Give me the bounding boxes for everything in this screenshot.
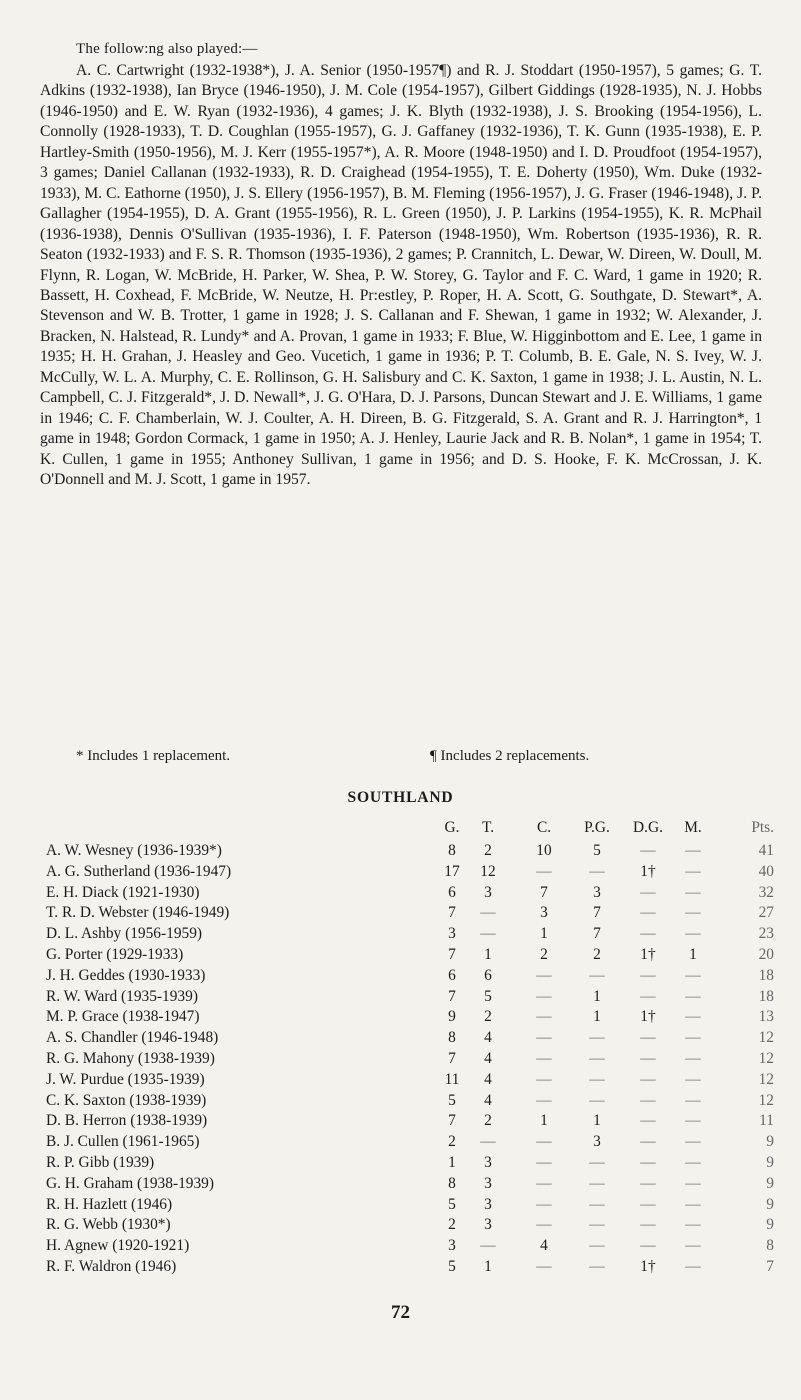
drop-goals-cell: 1† [640,946,656,963]
table-row [0,1154,801,1174]
header-drop-goals: D.G. [633,819,663,836]
intro-line: The follow:ng also played:— [76,41,258,57]
conversions-cell: — [536,1133,552,1151]
tries-cell: 2 [484,1008,492,1026]
drop-goals-cell: — [640,1091,656,1109]
penalty-goals-cell: — [589,862,605,880]
tries-cell: 4 [484,1029,492,1047]
player-name: J. W. Purdue (1935-1939) [46,1070,205,1088]
goals-cell: 7 [448,946,456,963]
conversions-cell: — [536,1258,552,1275]
goals-cell: 5 [448,1258,456,1275]
tries-cell: 2 [484,842,492,859]
table-row [0,1112,801,1132]
player-name: R. G. Mahony (1938-1939) [46,1050,215,1067]
player-name: E. H. Diack (1921-1930) [46,883,200,901]
drop-goals-cell: — [640,1050,656,1067]
footnote-two-replacements: ¶ Includes 2 replacements. [430,748,590,764]
drop-goals-cell: — [640,883,656,901]
marks-cell: — [685,1174,701,1192]
penalty-goals-cell: 1 [593,1112,601,1130]
points-cell: 23 [758,925,774,943]
player-name: A. S. Chandler (1946-1948) [46,1029,219,1047]
table-row [0,1133,801,1153]
also-played-paragraph: A. C. Cartwright (1932-1938*), J. A. Senior (1950-1957¶) and R. J. Stoddart (1950-1957), 5 games; G. T. Adkins (1932-1938), Ian Bryce (1946-1950), J. M. Cole (1954-1957), Gilbert Giddings (1928-1935), N. J. Hobbs (1946-1950) and E. W. Ryan (1932-1936), 4 games; J. K. Blyth (1932-1938), J. S. Brooking (1954-1956), L. Connolly (1928-1933), T. D. Coughlan (1955-1957), G. J. Gaffaney (1932-1936), T. K. Gunn (1935-1938), E. P. Hartley-Smith (1950-1956), M. J. Kerr (1955-1957*), A. R. Moore (1948-1950) and I. D. Proudfoot (1954-1957), 3 games; Daniel Callanan (1932-1933), R. D. Craighead (1954-1955), T. E. Doherty (1950), Wm. Duke (1932-1933), M. C. Eathorne (1950), J. S. Ellery (1956-1957), B. M. Fleming (1956-1957), J. G. Fraser (1946-1948), J. P. Gallagher (1954-1955), D. A. Grant (1955-1956), R. L. Green (1950), J. P. Larkins (1954-1955), K. R. McPhail (1936-1938), Dennis O'Sullivan (1935-1936), I. F. Paterson (1948-1950), Wm. Robertson (1935-1936), R. R. Seaton (1932-1933) and F. S. R. Thomson (1935-1936), 2 games; P. Crannitch, L. Dewar, W. Direen, W. Doull, M. Flynn, R. Logan, W. McBride, H. Parker, W. Shea, P. W. Storey, G. Taylor and F. C. Ward, 1 game in 1920; R. Bassett, H. Coxhead, F. McBride, W. Neutze, H. Pr:estley, P. Roper, H. A. Scott, G. Southgate, D. Stewart*, A. Stevenson and W. B. Trotter, 1 game in 1928; J. S. Callanan and F. Shewan, 1 game in 1932; W. Alexander, J. Bracken, N. Halstead, R. Lundy* and A. Provan, 1 game in 1933; F. Blue, W. Higginbottom and E. Lee, 1 game in 1935; H. H. Grahan, J. Heasley and Geo. Vucetich, 1 game in 1936; P. T. Columb, B. E. Gale, N. S. Ivey, W. J. McCully, W. L. A. Murphy, C. E. Rollinson, G. H. Salisbury and C. K. Saxton, 1 game in 1938; J. L. Austin, N. L. Campbell, C. J. Fitzgerald*, J. D. Newall*, J. G. O'Hara, D. J. Parsons, Duncan Stewart and J. E. Williams, 1 game in 1946; C. F. Chamberlain, W. J. Coulter, A. H. Direen, B. G. Fitzgerald, S. A. Grant and R. J. Harrington*, 1 game in 1948; Gordon Cormack, 1 game in 1950; A. J. Henley, Laurie Jack and R. B. Nolan*, 1 game in 1954; T. K. Cullen, 1 game in 1955; Anthoney Sullivan, 1 game in 1956; and D. S. Hooke, F. K. McCrossan, J. K. O'Donnell and M. J. Scott, 1 game in 1957. [40,62,762,489]
header-goals: G. [444,819,460,836]
marks-cell: — [685,1029,701,1047]
goals-cell: 3 [448,925,456,943]
conversions-cell: — [536,862,552,880]
player-name: G. Porter (1929-1933) [46,946,184,963]
drop-goals-cell: — [640,1216,656,1234]
goals-cell: 8 [448,1029,456,1047]
table-row [0,1175,801,1195]
marks-cell: — [685,883,701,901]
table-row [0,1237,801,1257]
player-name: A. G. Sutherland (1936-1947) [46,862,232,880]
conversions-cell: — [536,1008,552,1026]
tries-cell: 4 [484,1091,492,1109]
penalty-goals-cell: — [589,1195,605,1213]
drop-goals-cell: — [640,1112,656,1130]
points-cell: 9 [766,1133,774,1151]
penalty-goals-cell: 3 [593,883,601,901]
marks-cell: — [685,1050,701,1067]
goals-cell: 7 [448,904,456,922]
penalty-goals-cell: — [589,1237,605,1255]
marks-cell: — [685,1216,701,1234]
goals-cell: 5 [448,1091,456,1109]
goals-cell: 7 [448,1112,456,1130]
penalty-goals-cell: — [589,1091,605,1109]
player-name: R. H. Hazlett (1946) [46,1195,173,1213]
penalty-goals-cell: 1 [593,987,601,1005]
table-row [0,1071,801,1091]
tries-cell: — [480,904,496,922]
points-cell: 32 [758,883,774,901]
tries-cell: — [480,925,496,943]
points-cell: 40 [758,862,774,880]
conversions-cell: — [536,1216,552,1234]
header-marks: M. [684,819,702,836]
drop-goals-cell: — [640,1154,656,1171]
player-name: R. G. Webb (1930*) [46,1216,171,1234]
points-cell: 41 [758,842,774,859]
drop-goals-cell: — [640,1237,656,1255]
points-cell: 20 [758,946,774,963]
drop-goals-cell: — [640,1070,656,1088]
penalty-goals-cell: 7 [593,925,601,943]
points-cell: 18 [758,987,774,1005]
penalty-goals-cell: — [589,1029,605,1047]
points-cell: 9 [766,1174,774,1192]
penalty-goals-cell: 7 [593,904,601,922]
points-cell: 12 [758,1029,774,1047]
goals-cell: 8 [448,1174,456,1192]
table-row [0,988,801,1008]
conversions-cell: 1 [540,925,548,943]
goals-cell: 6 [448,883,456,901]
conversions-cell: 2 [540,946,548,963]
penalty-goals-cell: — [589,1216,605,1234]
drop-goals-cell: — [640,1174,656,1192]
header-tries: T. [481,819,495,836]
drop-goals-cell: — [640,1029,656,1047]
marks-cell: — [685,1112,701,1130]
table-row [0,1029,801,1049]
drop-goals-cell: 1† [640,862,656,880]
player-name: M. P. Grace (1938-1947) [46,1008,200,1026]
tries-cell: — [480,1237,496,1255]
table-row [0,884,801,904]
goals-cell: 2 [448,1133,456,1151]
section-title: SOUTHLAND [347,789,454,806]
drop-goals-cell: — [640,1195,656,1213]
tries-cell: 3 [484,883,492,901]
points-cell: 13 [758,1008,774,1026]
points-cell: 11 [759,1112,774,1130]
points-cell: 7 [766,1258,774,1275]
goals-cell: 2 [448,1216,456,1234]
drop-goals-cell: — [640,987,656,1005]
player-name: H. Agnew (1920-1921) [46,1237,190,1255]
conversions-cell: — [536,1174,552,1192]
table-row [0,1258,801,1278]
player-name: T. R. D. Webster (1946-1949) [46,904,230,922]
penalty-goals-cell: — [589,1154,605,1171]
player-name: G. H. Graham (1938-1939) [46,1174,214,1192]
marks-cell: — [685,1258,701,1275]
conversions-cell: — [536,966,552,984]
table-row [0,1008,801,1028]
tries-cell: 4 [484,1070,492,1088]
table-row [0,946,801,966]
penalty-goals-cell: — [589,966,605,984]
points-cell: 18 [758,966,774,984]
tries-cell: 2 [484,1112,492,1130]
player-name: B. J. Cullen (1961-1965) [46,1133,200,1151]
marks-cell: — [685,987,701,1005]
table-row [0,904,801,924]
drop-goals-cell: — [640,904,656,922]
drop-goals-cell: — [640,1133,656,1151]
player-name: C. K. Saxton (1938-1939) [46,1091,207,1109]
player-name: J. H. Geddes (1930-1933) [46,966,206,984]
tries-cell: 4 [484,1050,492,1067]
penalty-goals-cell: — [589,1050,605,1067]
player-name: D. L. Ashby (1956-1959) [46,925,203,943]
conversions-cell: — [536,987,552,1005]
table-row [0,1092,801,1112]
drop-goals-cell: — [640,966,656,984]
player-name: R. F. Waldron (1946) [46,1258,177,1275]
conversions-cell: 7 [540,883,548,901]
tries-cell: 1 [484,946,492,963]
player-name: R. P. Gibb (1939) [46,1154,155,1171]
conversions-cell: — [536,1070,552,1088]
conversions-cell: 4 [540,1237,548,1255]
conversions-cell: — [536,1091,552,1109]
player-name: D. B. Herron (1938-1939) [46,1112,208,1130]
marks-cell: — [685,1008,701,1026]
marks-cell: — [685,904,701,922]
table-header [0,819,801,839]
marks-cell: — [685,1154,701,1171]
table-row [0,1196,801,1216]
conversions-cell: 10 [536,842,552,859]
marks-cell: — [685,1237,701,1255]
goals-cell: 7 [448,987,456,1005]
header-conversions: C. [536,819,552,836]
goals-cell: 3 [448,1237,456,1255]
table-row [0,863,801,883]
points-cell: 12 [758,1070,774,1088]
tries-cell: 3 [484,1174,492,1192]
header-penalty-goals: P.G. [584,819,610,836]
marks-cell: — [685,1091,701,1109]
footnote-one-replacement: * Includes 1 replacement. [76,748,231,764]
goals-cell: 17 [444,862,460,880]
tries-cell: 3 [484,1195,492,1213]
goals-cell: 1 [448,1154,456,1171]
conversions-cell: — [536,1154,552,1171]
table-row [0,1050,801,1070]
goals-cell: 7 [448,1050,456,1067]
drop-goals-cell: 1† [640,1008,656,1026]
conversions-cell: — [536,1195,552,1213]
marks-cell: — [685,1195,701,1213]
points-cell: 9 [766,1154,774,1171]
goals-cell: 11 [444,1070,460,1088]
goals-cell: 6 [448,966,456,984]
goals-cell: 8 [448,842,456,859]
points-cell: 27 [758,904,774,922]
tries-cell: 12 [480,862,496,880]
goals-cell: 5 [448,1195,456,1213]
tries-cell: — [480,1133,496,1151]
conversions-cell: 3 [540,904,548,922]
tries-cell: 3 [484,1216,492,1234]
table-row [0,967,801,987]
penalty-goals-cell: — [589,1258,605,1275]
marks-cell: — [685,1133,701,1151]
marks-cell: — [685,842,701,859]
marks-cell: 1 [689,946,697,963]
conversions-cell: 1 [540,1112,548,1130]
player-name: A. W. Wesney (1936-1939*) [46,842,222,859]
drop-goals-cell: — [640,842,656,859]
penalty-goals-cell: — [589,1174,605,1192]
drop-goals-cell: 1† [640,1258,656,1275]
points-cell: 8 [766,1237,774,1255]
penalty-goals-cell: 1 [593,1008,601,1026]
player-name: R. W. Ward (1935-1939) [46,987,198,1005]
points-cell: 12 [758,1050,774,1067]
marks-cell: — [685,966,701,984]
tries-cell: 3 [484,1154,492,1171]
points-cell: 9 [766,1195,774,1213]
tries-cell: 6 [484,966,492,984]
tries-cell: 1 [484,1258,492,1275]
header-points: Pts. [751,819,774,836]
tries-cell: 5 [484,987,492,1005]
penalty-goals-cell: 3 [593,1133,601,1151]
marks-cell: — [685,862,701,880]
penalty-goals-cell: 2 [593,946,601,963]
goals-cell: 9 [448,1008,456,1026]
page-number: 72 [391,1302,410,1323]
table-row [0,842,801,862]
points-cell: 12 [758,1091,774,1109]
conversions-cell: — [536,1029,552,1047]
table-row [0,925,801,945]
marks-cell: — [685,925,701,943]
conversions-cell: — [536,1050,552,1067]
marks-cell: — [685,1070,701,1088]
drop-goals-cell: — [640,925,656,943]
points-cell: 9 [766,1216,774,1234]
penalty-goals-cell: — [589,1070,605,1088]
penalty-goals-cell: 5 [593,842,601,859]
table-row [0,1216,801,1236]
